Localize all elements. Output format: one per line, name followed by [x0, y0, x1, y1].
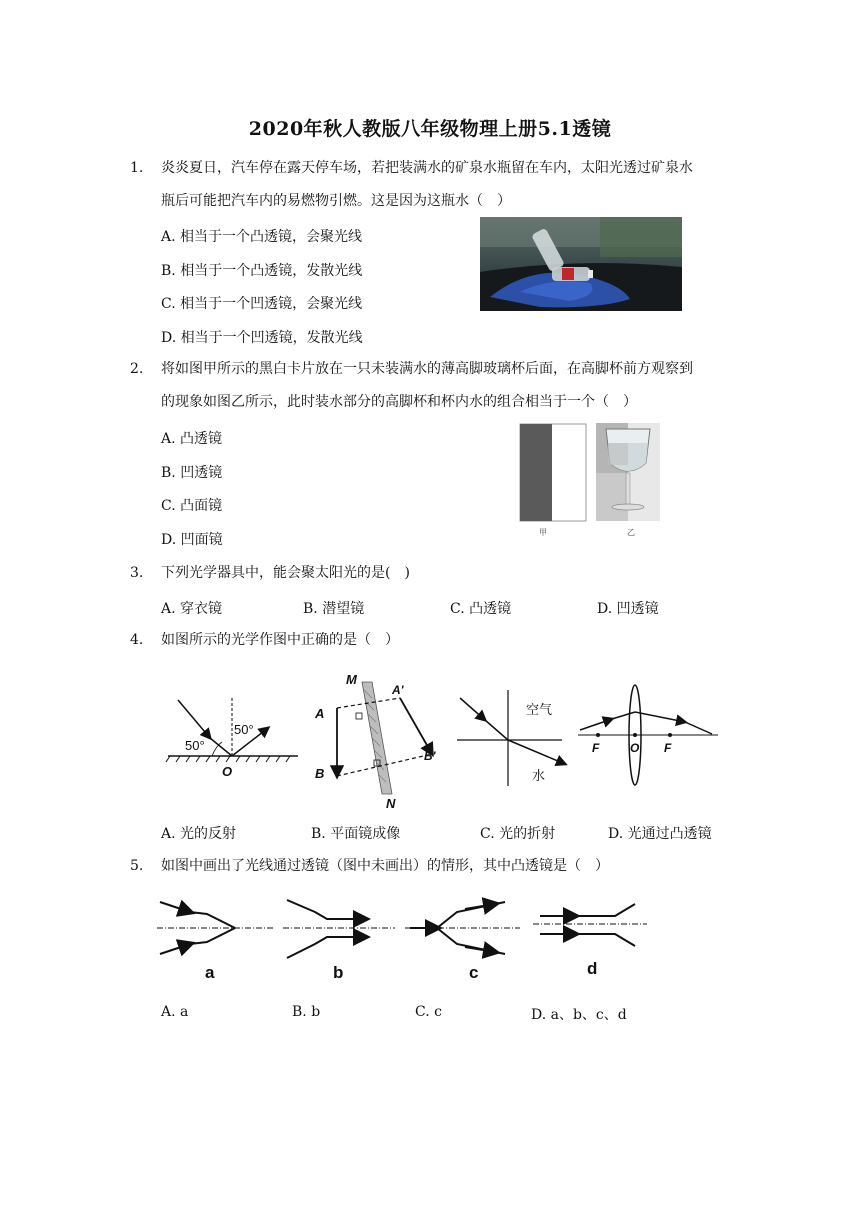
convex-lens-diagram	[578, 685, 718, 785]
page-title: 2020年秋人教版八年级物理上册5.1透镜	[248, 118, 612, 140]
question-1-option-a[interactable]: A. 相当于一个凸透镜，会聚光线	[161, 229, 363, 245]
diagram-label-a: a	[205, 963, 215, 982]
question-2-option-c[interactable]: C. 凸面镜	[161, 498, 223, 514]
question-2-option-d[interactable]: D. 凹面镜	[161, 532, 223, 548]
question-5-text: 如图中画出了光线通过透镜（图中未画出）的情形，其中凸透镜是（ ）	[161, 858, 609, 874]
medium-label-air: 空气	[526, 702, 553, 717]
question-3-option-b[interactable]: B. 潜望镜	[303, 601, 365, 617]
diagram-c	[405, 902, 520, 982]
optics-diagrams-q4	[160, 668, 730, 808]
question-1-option-b[interactable]: B. 相当于一个凸透镜，发散光线	[161, 263, 363, 279]
question-1-number: 1.	[130, 160, 144, 176]
diagram-label-d: d	[587, 959, 598, 978]
question-1-text	[161, 152, 741, 218]
point-label-a-prime: A'	[392, 683, 404, 697]
question-4-option-a[interactable]: A. 光的反射	[161, 826, 237, 842]
diagram-d	[533, 904, 647, 978]
point-label-b: B	[315, 766, 325, 781]
lens-center-label: O	[630, 741, 640, 755]
question-2-line-2: 的现象如图乙所示，此时装水部分的高脚杯和杯内水的组合相当于一个（ ）	[161, 394, 637, 410]
point-label-a: A	[315, 706, 325, 721]
question-2-text	[161, 353, 741, 419]
diagram-label-b: b	[333, 963, 344, 982]
question-1-line-2: 瓶后可能把汽车内的易燃物引燃。这是因为这瓶水（ ）	[161, 193, 511, 209]
medium-label-water: 水	[532, 768, 546, 783]
angle-label-reflect: 50°	[234, 722, 254, 737]
mirror-label-n: N	[386, 796, 396, 808]
question-4-number: 4.	[130, 632, 144, 648]
question-1-option-c[interactable]: C. 相当于一个凹透镜，会聚光线	[161, 296, 363, 312]
question-2-option-b[interactable]: B. 凹透镜	[161, 465, 223, 481]
question-5-option-b[interactable]: B. b	[292, 1004, 321, 1020]
black-white-card-image	[520, 424, 586, 521]
plane-mirror-diagram	[314, 672, 437, 808]
refraction-diagram	[457, 690, 565, 786]
focus-label-left: F	[592, 741, 600, 755]
figure-label-jia: 甲	[539, 528, 547, 537]
angle-label-incident: 50°	[185, 738, 205, 753]
question-2-number: 2.	[130, 361, 144, 377]
wine-glass-image	[596, 423, 660, 521]
question-4-option-c[interactable]: C. 光的折射	[480, 826, 556, 842]
question-1-option-d[interactable]: D. 相当于一个凹透镜，发散光线	[161, 330, 363, 346]
question-3-number: 3.	[130, 565, 144, 581]
point-label-b-prime: B'	[424, 749, 436, 763]
question-5-option-d[interactable]: D. a、b、c、d	[531, 1007, 627, 1023]
diagram-a	[157, 902, 273, 982]
question-3-option-a[interactable]: A. 穿衣镜	[161, 601, 223, 617]
question-5-option-a[interactable]: A. a	[161, 1004, 189, 1020]
question-1-line-1: 炎炎夏日，汽车停在露天停车场，若把装满水的矿泉水瓶留在车内，太阳光透过矿泉水	[161, 160, 693, 176]
focus-label-right: F	[664, 741, 672, 755]
mirror-label-m: M	[346, 672, 357, 687]
light-ray-diagrams-q5	[155, 890, 655, 982]
question-4-option-d[interactable]: D. 光通过凸透镜	[608, 826, 712, 842]
diagram-b	[283, 900, 395, 982]
reflection-diagram	[166, 698, 298, 779]
card-and-glass-figure	[518, 423, 663, 543]
car-dashboard-bottle-photo	[480, 217, 682, 311]
question-2-line-1: 将如图甲所示的黑白卡片放在一只未装满水的薄高脚玻璃杯后面，在高脚杯前方观察到	[161, 361, 693, 377]
figure-label-yi: 乙	[627, 528, 635, 537]
question-5-option-c[interactable]: C. c	[415, 1004, 442, 1020]
question-4-text: 如图所示的光学作图中正确的是（ ）	[161, 632, 399, 648]
question-5-number: 5.	[130, 858, 144, 874]
question-3-text: 下列光学器具中，能会聚太阳光的是( )	[161, 565, 410, 581]
diagram-label-c: c	[469, 963, 479, 982]
question-2-option-a[interactable]: A. 凸透镜	[161, 431, 223, 447]
question-3-option-c[interactable]: C. 凸透镜	[450, 601, 512, 617]
reflection-point-label: O	[222, 764, 233, 779]
question-3-option-d[interactable]: D. 凹透镜	[597, 601, 659, 617]
question-4-option-b[interactable]: B. 平面镜成像	[311, 826, 401, 842]
